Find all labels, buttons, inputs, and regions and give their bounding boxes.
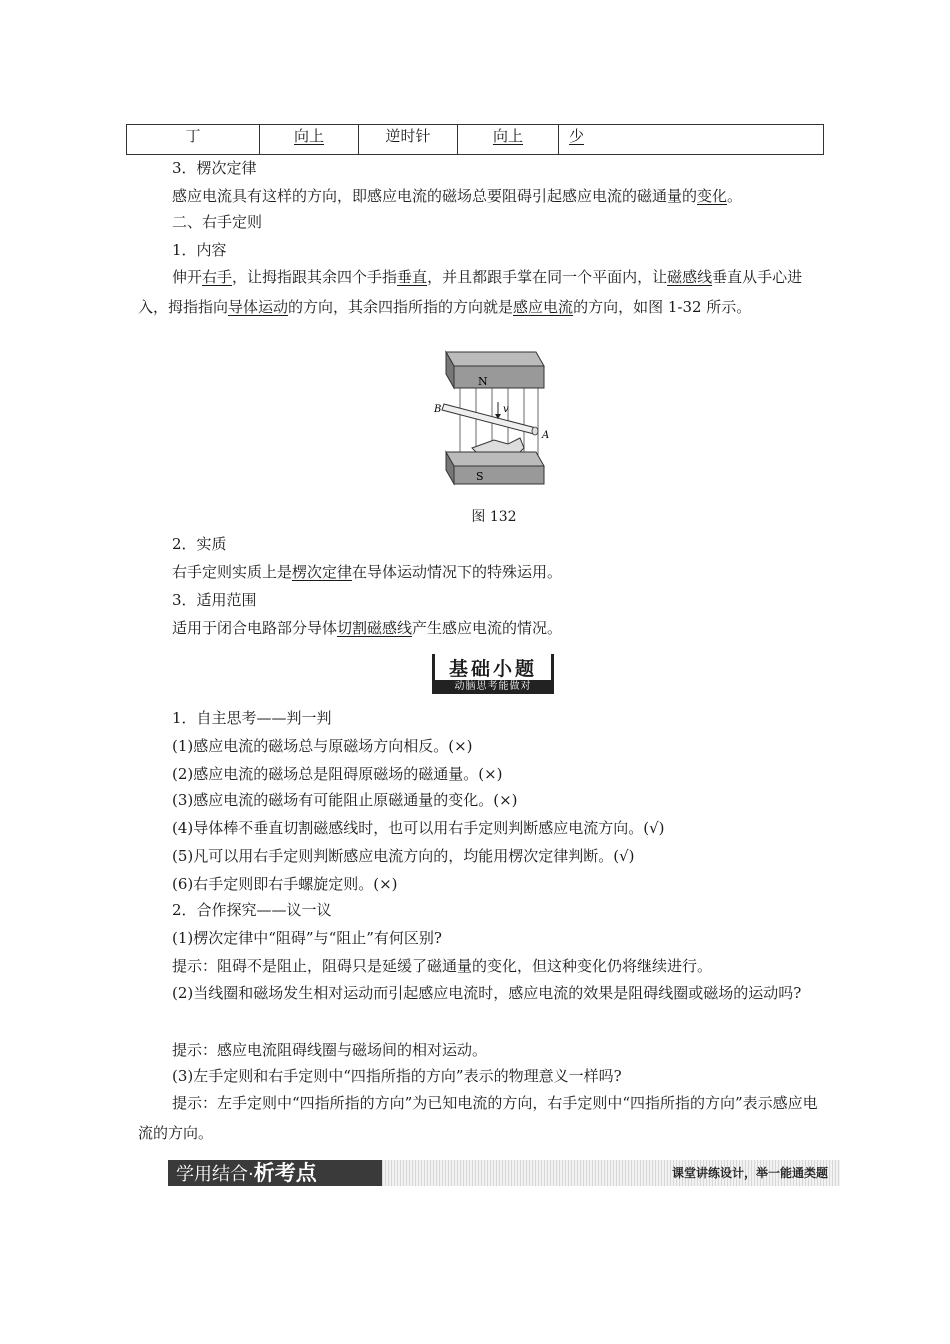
section-title: 2．实质 (172, 535, 227, 553)
discussion-question: (3)左手定则和右手定则中“四指所指的方向”表示的物理意义一样吗? (172, 1067, 622, 1085)
section-title: 3．适用范围 (172, 591, 257, 609)
table-cell: 向上 (458, 125, 559, 155)
badge-subtitle: 动脑思考能做对 (432, 680, 554, 694)
list-item: (1)感应电流的磁场总与原磁场方向相反。(×) (172, 737, 473, 755)
basic-questions-badge (424, 654, 556, 694)
banner-subtitle-area (382, 1160, 840, 1186)
table-cell: 逆时针 (359, 125, 458, 155)
section-heading: 二、右手定则 (172, 213, 263, 231)
figure-caption: 图 132 (471, 509, 517, 525)
right-hand-rule-figure (432, 348, 556, 488)
list-item: (4)导体棒不垂直切割磁感线时，也可以用右手定则判断感应电流方向。(√) (172, 819, 665, 837)
list-item: (3)感应电流的磁场有可能阻止原磁通量的变化。(×) (172, 791, 518, 809)
paragraph: 感应电流具有这样的方向，即感应电流的磁场总要阻碍引起感应电流的磁通量的变化。 (172, 187, 743, 205)
list-item: (6)右手定则即右手螺旋定则。(×) (172, 875, 398, 893)
table-cell: 少 (559, 125, 824, 155)
badge-title: 基础小题 (432, 654, 554, 680)
label-s: S (476, 470, 484, 483)
table-cell: 丁 (127, 125, 260, 155)
result-table (126, 124, 824, 155)
label-a: A (542, 430, 550, 441)
question-title: 1．自主思考——判一判 (172, 709, 332, 727)
banner-title: 学用结合·析考点 (168, 1160, 382, 1186)
section-title: 1．内容 (172, 241, 227, 259)
table-row (127, 125, 824, 155)
paragraph: 右手定则实质上是楞次定律在导体运动情况下的特殊运用。 (172, 563, 563, 581)
discussion-answer: 提示：阻碍不是阻止，阻碍只是延缓了磁通量的变化，但这种变化仍将继续进行。 (172, 957, 713, 975)
label-n: N (478, 375, 488, 388)
question-title: 2．合作探究——议一议 (172, 901, 332, 919)
paragraph: 伸开右手，让拇指跟其余四个手指垂直，并且都跟手掌在同一个平面内，让磁感线垂直从手心进入，拇指指向导体运动的方向，其余四指所指的方向就是感应电流的方向，如图 1-32 所示。 (138, 268, 803, 316)
label-b: B (434, 404, 442, 415)
discussion-question: (2)当线圈和磁场发生相对运动而引起感应电流时，感应电流的效果是阻碍线圈或磁场的运动吗? (172, 984, 802, 1002)
list-item: (2)感应电流的磁场总是阻碍原磁场的磁通量。(×) (172, 765, 503, 783)
discussion-question: (1)楞次定律中“阻碍”与“阻止”有何区别? (172, 929, 442, 947)
table-cell: 向上 (260, 125, 359, 155)
section-title: 3．楞次定律 (172, 159, 257, 177)
discussion-answer: 提示：左手定则中“四指所指的方向”为已知电流的方向，右手定则中“四指所指的方向”表示感应电流的方向。 (138, 1094, 818, 1142)
banner-subtitle: 课堂讲练设计，举一能通类题 (672, 1166, 829, 1180)
section-banner (168, 1158, 840, 1188)
list-item: (5)凡可以用右手定则判断感应电流方向的，均能用楞次定律判断。(√) (172, 847, 635, 865)
paragraph: 适用于闭合电路部分导体切割磁感线产生感应电流的情况。 (172, 619, 563, 637)
label-v: v (503, 404, 509, 415)
discussion-answer: 提示：感应电流阻碍线圈与磁场间的相对运动。 (172, 1041, 488, 1059)
